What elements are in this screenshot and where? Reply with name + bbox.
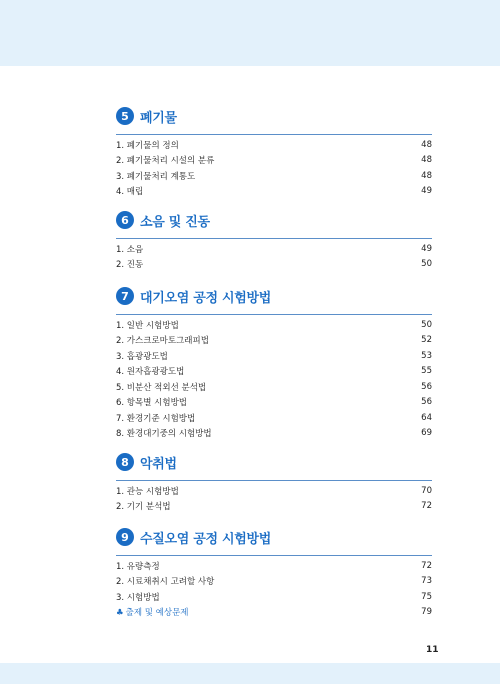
toc-entry-page: 49 (421, 243, 432, 254)
toc-entry[interactable] (116, 483, 432, 499)
toc-entry-label: 3. 폐기물처리 계통도 (116, 171, 196, 182)
section-5 (116, 106, 432, 199)
section-heading (116, 527, 432, 547)
toc-entry-page: 50 (421, 259, 432, 270)
toc-entry[interactable] (116, 426, 432, 442)
section-number-badge: 9 (116, 528, 134, 546)
section-title: 폐기물 (140, 110, 177, 126)
section-7 (116, 286, 432, 441)
section-title: 악취법 (140, 456, 177, 472)
toc-entry-label: 1. 관능 시험방법 (116, 486, 179, 497)
toc-entry-page: 73 (421, 576, 432, 587)
toc-entry-label: 4. 원자흡광광도법 (116, 367, 185, 378)
section-number-badge: 6 (116, 211, 134, 229)
section-heading (116, 286, 432, 306)
toc-entry-page: 52 (421, 335, 432, 346)
section-number-badge: 7 (116, 287, 134, 305)
section-6 (116, 210, 432, 272)
toc-entry-page: 48 (421, 170, 432, 181)
toc-entry[interactable] (116, 410, 432, 426)
section-rule (116, 480, 432, 481)
toc-entry-page: 48 (421, 155, 432, 166)
toc-entry-label: 5. 비분산 적외선 분석법 (116, 382, 207, 393)
toc-entry[interactable] (116, 137, 432, 153)
section-rule (116, 314, 432, 315)
toc-entry-label: 2. 폐기물처리 시설의 분류 (116, 156, 215, 167)
toc-entry-page: 75 (421, 591, 432, 602)
toc-entry-label: 1. 일반 시험방법 (116, 320, 179, 331)
toc-entry-label: 1. 폐기물의 정의 (116, 140, 179, 151)
toc-entry[interactable] (116, 153, 432, 169)
section-rule (116, 238, 432, 239)
toc-entry[interactable] (116, 558, 432, 574)
toc-entry-page: 79 (421, 607, 432, 618)
section-8 (116, 452, 432, 514)
section-title: 소음 및 진동 (140, 214, 210, 230)
toc-entry-page: 72 (421, 501, 432, 512)
toc-entry[interactable] (116, 395, 432, 411)
toc-entry[interactable] (116, 317, 432, 333)
section-heading (116, 452, 432, 472)
toc-entry[interactable] (116, 168, 432, 184)
toc-entry-page: 55 (421, 366, 432, 377)
toc-entry-label: 8. 환경대기중의 시험방법 (116, 429, 212, 440)
toc-entry-page: 56 (421, 381, 432, 392)
toc-entry-page: 64 (421, 412, 432, 423)
toc-entry-page: 70 (421, 485, 432, 496)
toc-entry-label: 3. 흡광광도법 (116, 351, 168, 362)
toc-entry[interactable] (116, 364, 432, 380)
toc-entry[interactable] (116, 184, 432, 200)
toc-entry[interactable] (116, 257, 432, 273)
page-number: 11 (426, 645, 439, 655)
toc-entry-label: 2. 진동 (116, 260, 144, 271)
toc-entry-page: 56 (421, 397, 432, 408)
toc-entry[interactable] (116, 241, 432, 257)
toc-entry-label: 7. 환경기준 시험방법 (116, 413, 196, 424)
toc-entry-page: 53 (421, 350, 432, 361)
toc-entry-label: 4. 매립 (116, 187, 144, 198)
toc-entry-label: 1. 유량측정 (116, 561, 160, 572)
toc-entry[interactable] (116, 574, 432, 590)
toc-entry-label: 1. 소음 (116, 244, 144, 255)
toc-entry[interactable] (116, 348, 432, 364)
toc-entry-exercises[interactable] (116, 605, 432, 621)
section-9 (116, 527, 432, 620)
section-heading (116, 106, 432, 126)
toc-entry[interactable] (116, 379, 432, 395)
section-title: 대기오염 공정 시험방법 (140, 290, 272, 306)
toc-entry-label: 2. 시료채취시 고려할 사항 (116, 577, 215, 588)
section-rule (116, 555, 432, 556)
toc-entry-label: 2. 기기 분석법 (116, 502, 171, 513)
toc-entry-label (116, 606, 189, 618)
toc-entry[interactable] (116, 499, 432, 515)
exercises-label: 출제 및 예상문제 (125, 608, 189, 619)
section-rule (116, 134, 432, 135)
toc-entry-page: 50 (421, 319, 432, 330)
section-title: 수질오염 공정 시험방법 (140, 531, 272, 547)
section-number-badge: 5 (116, 107, 134, 125)
toc-entry[interactable] (116, 589, 432, 605)
toc-entry-label: 2. 가스크로마토그래피법 (116, 336, 209, 347)
toc-entry-label: 3. 시험방법 (116, 592, 160, 603)
toc-entry-label: 6. 항목별 시험방법 (116, 398, 187, 409)
club-icon: ♣ (116, 608, 124, 619)
toc-entry-page: 49 (421, 186, 432, 197)
toc-entry-page: 48 (421, 139, 432, 150)
toc-entry[interactable] (116, 333, 432, 349)
toc-entry-page: 69 (421, 428, 432, 439)
section-heading (116, 210, 432, 230)
header-band (0, 0, 500, 66)
section-number-badge: 8 (116, 453, 134, 471)
toc-entry-page: 72 (421, 560, 432, 571)
footer-band (0, 663, 500, 684)
